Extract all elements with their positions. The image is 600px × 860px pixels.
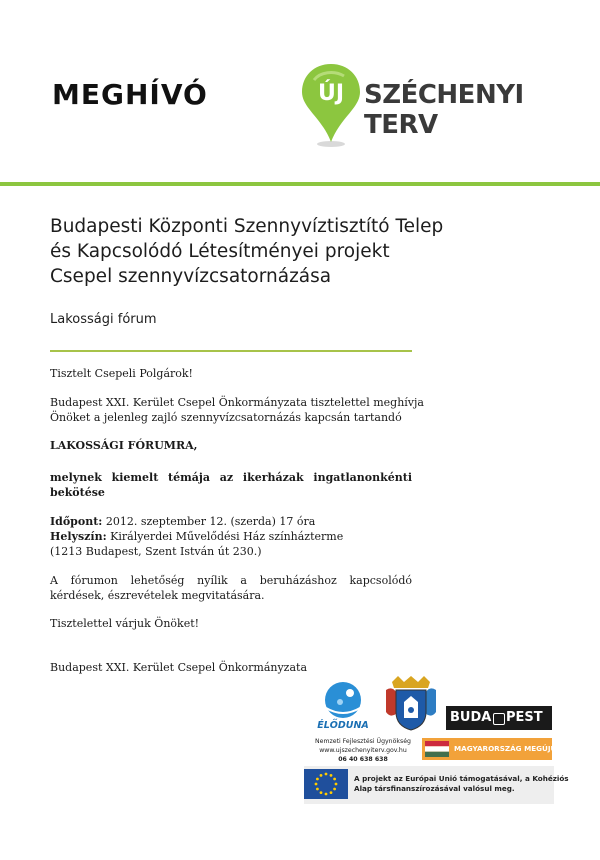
csepel-coat-of-arms bbox=[384, 674, 438, 732]
project-title bbox=[50, 214, 510, 289]
agency-block bbox=[304, 737, 422, 764]
eu-stars-icon bbox=[304, 769, 348, 799]
event-details bbox=[50, 514, 343, 559]
crest-icon bbox=[493, 713, 505, 725]
greeting: Tisztelt Csepeli Polgárok! bbox=[50, 367, 193, 380]
intro-paragraph bbox=[50, 395, 424, 425]
invitation-heading: MEGHÍVÓ bbox=[52, 78, 208, 111]
place-row bbox=[50, 529, 343, 544]
title-line-2: és Kapcsolódó Létesítményei projekt bbox=[50, 241, 390, 262]
budapest-logo-right: PEST bbox=[506, 710, 543, 725]
agency-name: Nemzeti Fejlesztési Ügynökség bbox=[315, 738, 411, 745]
brand-name: SZÉCHENYI TERV bbox=[364, 80, 524, 140]
budapest-logo-left: BUDA bbox=[450, 710, 492, 725]
hungary-renews-badge bbox=[422, 738, 561, 760]
time-value: 2012. szeptember 12. (szerda) 17 óra bbox=[105, 515, 316, 528]
eu-funding-text bbox=[354, 774, 569, 794]
subtitle: Lakossági fórum bbox=[50, 312, 157, 327]
hungarian-flag-icon bbox=[425, 741, 449, 757]
place-label: Helyszín: bbox=[50, 530, 107, 543]
title-rule bbox=[50, 350, 412, 352]
address: (1213 Budapest, Szent István út 230.) bbox=[50, 545, 262, 558]
event-topic: melynek kiemelt témája az ikerházak ingatlanonkénti bekötése bbox=[50, 471, 412, 499]
time-row bbox=[50, 514, 343, 529]
eu-flag bbox=[304, 769, 348, 799]
discussion-paragraph: A fórumon lehetőség nyílik a beruházáshoz kapcsolódó kérdések, észrevételek megvitatására. bbox=[50, 574, 412, 602]
time-label: Időpont: bbox=[50, 515, 103, 528]
hungary-badge-text: MAGYARORSZÁG MEGÚJUL bbox=[454, 744, 561, 753]
signature: Budapest XXI. Kerület Csepel Önkormányzata bbox=[50, 661, 308, 674]
place-value: Királyerdei Művelődési Ház színházterme bbox=[110, 530, 344, 543]
water-drop-icon bbox=[304, 678, 382, 722]
title-line-3: Csepel szennyvízcsatornázása bbox=[50, 266, 332, 287]
intro-line-2: Önöket a jelenleg zajló szennyvízcsatornázás kapcsán tartandó bbox=[50, 411, 402, 424]
agency-url: www.ujszechenyiterv.gov.hu bbox=[319, 747, 407, 754]
eloduna-text: ÉLŐDUNA bbox=[317, 720, 369, 731]
agency-phone: 06 40 638 638 bbox=[338, 756, 388, 763]
eu-line-1: A projekt az Európai Unió támogatásával, a Kohéziós bbox=[354, 774, 569, 783]
brand-badge: ÚJ bbox=[317, 81, 345, 106]
szechenyi-logo bbox=[300, 62, 362, 148]
header-divider bbox=[0, 182, 600, 186]
eloduna-logo bbox=[304, 678, 382, 736]
eu-line-2: Alap társfinanszírozásával valósul meg. bbox=[354, 784, 515, 793]
event-heading: LAKOSSÁGI FÓRUMRA, bbox=[50, 439, 198, 452]
title-line-1: Budapesti Központi Szennyvíztisztító Telep bbox=[50, 216, 444, 237]
coat-of-arms-icon bbox=[384, 674, 438, 732]
closing: Tisztelettel várjuk Önöket! bbox=[50, 617, 200, 630]
budapest-logo bbox=[446, 706, 552, 730]
intro-line-1: Budapest XXI. Kerület Csepel Önkormányzata tisztelettel meghívja bbox=[50, 396, 424, 409]
